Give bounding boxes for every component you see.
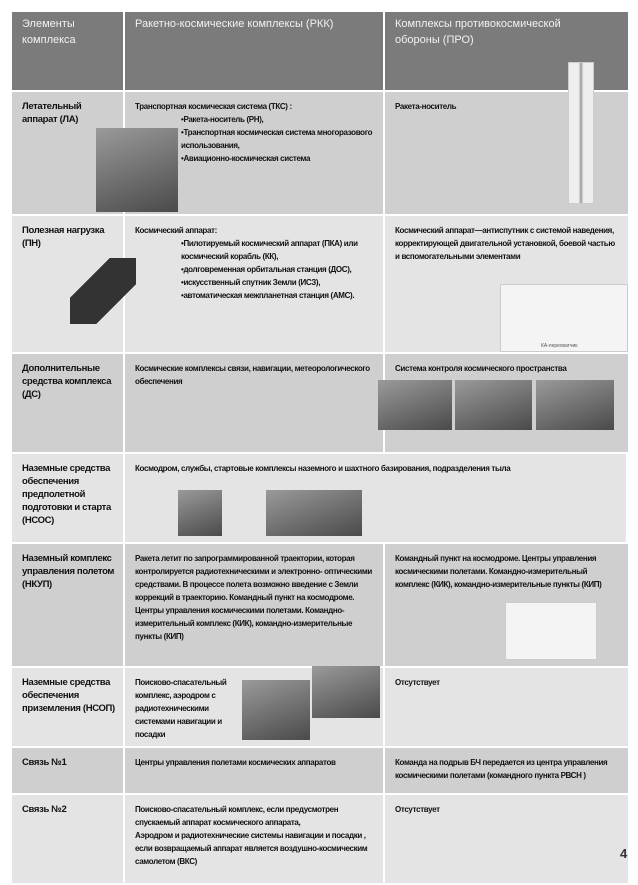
interceptor-diagram-image [500, 284, 628, 352]
launch-pad-photo-1 [178, 490, 222, 536]
list-item: •Ракета-носитель (РН), [181, 115, 264, 124]
list-item: •искусственный спутник Земли (ИСЗ), [181, 278, 321, 287]
table-row [12, 795, 628, 885]
list-item: •автоматическая межпланетная станция (АМС). [181, 291, 355, 300]
rocket-diagram-image [568, 62, 594, 204]
header-elements: Элементы комплекса [12, 12, 125, 90]
pro-text: Команда на подрыв БЧ передается из центра управления космическими полетами (командного пункта РВСН ) [385, 748, 628, 793]
row-label: Наземный комплекс управления полетом (НКУП) [22, 553, 115, 590]
list-item: •Пилотируемый космический аппарат (ПКА) или космический корабль (КК), [181, 239, 358, 261]
launch-pad-photo-2 [266, 490, 362, 536]
rkk-text: Поисково-спасательный комплекс, аэродром с радиотехническими системами навигации и посадки [125, 668, 385, 746]
table-header [12, 12, 628, 92]
pro-text: Ракета-носитель [395, 102, 457, 111]
row-label: Связь №1 [22, 757, 67, 768]
row-label: Летательный аппарат (ЛА) [22, 101, 82, 125]
row-label: Наземные средства обеспечения приземления (НСОП) [22, 677, 115, 714]
parachute-landing-photo [312, 666, 380, 718]
pro-text: Командный пункт на космодроме. Центры управления космическими полетами. Командно-измерительный комплекс (КИК), командно-измерительные пункты (КИП) [385, 544, 628, 666]
pro-text: Отсутствует [385, 795, 628, 883]
row-label: Связь №2 [22, 804, 67, 815]
pro-text: Космический аппарат—антиспутник с системой наведения, корректирующей двигательной установкой, боевой частью и вспомогательными элементами [395, 226, 615, 261]
airfield-photo [242, 680, 310, 740]
rkk-text: Космические комплексы связи, навигации, метеорологического обеспечения [125, 354, 385, 452]
rocket-launch-photo [96, 128, 178, 212]
pro-text: Отсутствует [385, 668, 628, 746]
list-item: •Транспортная космическая система многоразового использования, [181, 128, 373, 150]
satellite-image [70, 258, 136, 324]
list-item: •Авиационно-космическая система [181, 154, 311, 163]
radar-photo-1 [378, 380, 452, 430]
ground-station-diagram [505, 602, 597, 660]
row-label: Дополнительные средства комплекса (ДС) [22, 363, 112, 400]
header-pro: Комплексы противокосмической обороны (ПРО) [385, 12, 628, 90]
rkk-text: Поисково-спасательный комплекс, если предусмотрен спускаемый аппарат космического аппарата, Аэродром и радиотехнические системы навигации и посадки , если возвращаемый аппарат является воздушно-космическим самолетом (ВКС) [125, 795, 385, 883]
radar-photo-3 [536, 380, 614, 430]
pro-text: Система контроля космического пространства [385, 354, 628, 452]
radar-photo-2 [455, 380, 532, 430]
row-label: Наземные средства обеспечения предполетной подготовки и старта (НСОС) [22, 463, 111, 526]
rkk-text: Ракета летит по запрограммированной траектории, которая контролируется радиотехническими и электронно- оптическими средствами. В процессе полета возможно введение с Земли коррекций в траекторию. Командный пункт на космодроме. Центры управления космическими полетами. Командно-измерительный комплекс (КИК), командно-измерительные пункты (КИП) [125, 544, 385, 666]
interceptor-caption: КА-перехватчик [541, 343, 578, 349]
rkk-title: Космический аппарат: [135, 226, 217, 235]
table-row [12, 748, 628, 795]
rkk-text: Космодром, службы, стартовые комплексы наземного и шахтного базирования, подразделения тыла [125, 454, 628, 542]
rkk-text: Центры управления полетами космических аппаратов [125, 748, 385, 793]
rkk-title: Транспортная космическая система (ТКС) : [135, 102, 292, 111]
row-label: Полезная нагрузка (ПН) [22, 225, 105, 249]
header-rkk: Ракетно-космические комплексы (РКК) [125, 12, 385, 90]
list-item: •долговременная орбитальная станция (ДОС), [181, 265, 352, 274]
page-number: 4 [620, 846, 628, 861]
